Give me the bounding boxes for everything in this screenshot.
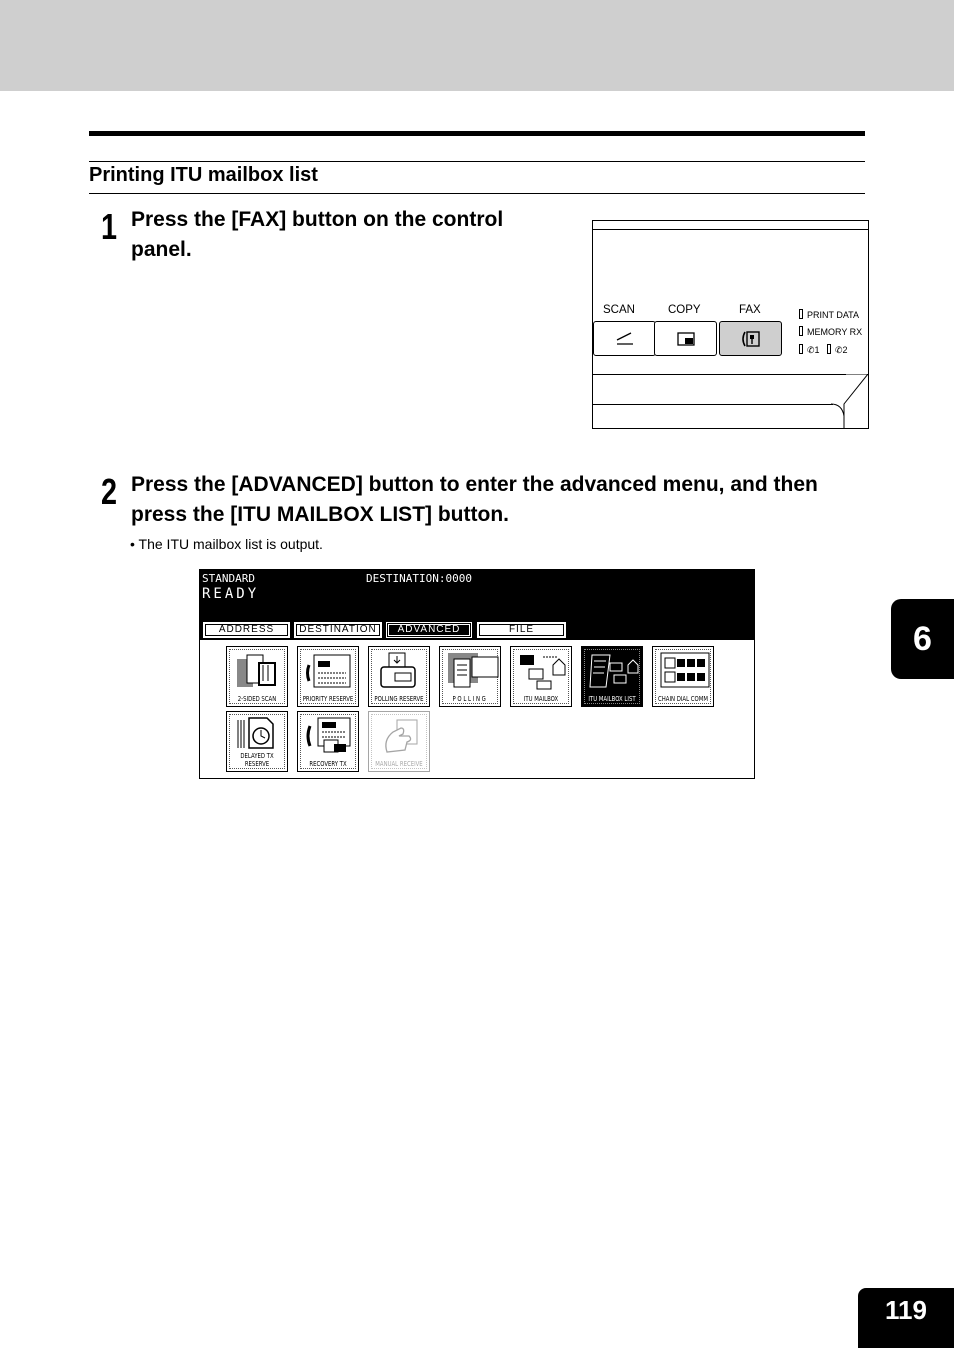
step-text-line: panel. bbox=[131, 238, 192, 261]
polling-reserve-icon bbox=[375, 651, 425, 693]
two-sided-scan-icon bbox=[233, 651, 283, 693]
button-label: MANUAL RECEIVE bbox=[375, 760, 423, 768]
button-label: RESERVE bbox=[244, 760, 270, 768]
line-2-led bbox=[827, 344, 831, 354]
button-label: ITU MAILBOX LIST bbox=[588, 695, 636, 703]
button-label: PRIORITY RESERVE bbox=[302, 695, 354, 703]
itu-mailbox-icon bbox=[517, 651, 567, 693]
recovery-tx-button[interactable] bbox=[297, 711, 359, 772]
polling-button[interactable] bbox=[439, 646, 501, 707]
mode-text: STANDARD bbox=[202, 572, 255, 585]
copy-button[interactable] bbox=[654, 321, 717, 356]
delayed-tx-icon bbox=[233, 716, 283, 752]
header-band bbox=[0, 0, 954, 91]
fax-label: FAX bbox=[739, 304, 761, 316]
manual-receive-icon bbox=[375, 716, 425, 758]
tab-file[interactable] bbox=[477, 622, 566, 638]
itu-mailbox-button[interactable] bbox=[510, 646, 572, 707]
tab-label: DESTINATION bbox=[296, 624, 380, 636]
fax-button[interactable] bbox=[719, 321, 782, 356]
manual-receive-button[interactable] bbox=[368, 711, 430, 772]
priority-reserve-button[interactable] bbox=[297, 646, 359, 707]
button-label: RECOVERY TX bbox=[309, 760, 347, 768]
bullet-note: • The ITU mailbox list is output. bbox=[130, 536, 323, 552]
step-text-line: Press the [ADVANCED] button to enter the advanced menu, and then bbox=[131, 473, 818, 496]
status-text: READY bbox=[202, 586, 260, 602]
page-number: 119 bbox=[858, 1288, 954, 1348]
print-data-label: PRINT DATA bbox=[807, 310, 860, 320]
fax-icon bbox=[739, 329, 763, 349]
step-1-text bbox=[131, 205, 503, 265]
polling-reserve-button[interactable] bbox=[368, 646, 430, 707]
memory-rx-label: MEMORY RX bbox=[807, 327, 863, 337]
tab-label: ADVANCED bbox=[388, 624, 470, 636]
scan-label: SCAN bbox=[603, 304, 635, 316]
tab-advanced[interactable] bbox=[386, 622, 472, 638]
button-label: 2-SIDED SCAN bbox=[237, 695, 277, 703]
chapter-tab: 6 bbox=[891, 599, 954, 679]
step-text-line: press the [ITU MAILBOX LIST] button. bbox=[131, 503, 509, 526]
two-sided-scan-button[interactable] bbox=[226, 646, 288, 707]
line-1-label: ✆1 bbox=[807, 345, 820, 355]
scan-button[interactable] bbox=[593, 321, 656, 356]
line-1-led bbox=[799, 344, 803, 354]
step-number: 2 bbox=[101, 471, 118, 512]
itu-mailbox-list-button[interactable] bbox=[581, 646, 643, 707]
memory-rx-led bbox=[799, 326, 803, 336]
chain-dial-comm-button[interactable] bbox=[652, 646, 714, 707]
chain-dial-icon bbox=[659, 651, 711, 693]
destination-text: DESTINATION:0000 bbox=[366, 572, 472, 585]
tab-address[interactable] bbox=[203, 622, 290, 638]
button-label: DELAYED TX bbox=[240, 752, 274, 760]
polling-icon bbox=[446, 651, 502, 693]
section-title: Printing ITU mailbox list bbox=[89, 164, 318, 186]
touch-screen-figure bbox=[199, 569, 755, 779]
step-number: 1 bbox=[101, 206, 118, 247]
step-2-text bbox=[131, 470, 818, 530]
delayed-tx-reserve-button[interactable] bbox=[226, 711, 288, 772]
button-label: CHAIN DIAL COMM bbox=[658, 695, 708, 703]
tab-label: ADDRESS bbox=[205, 624, 288, 636]
tab-destination[interactable] bbox=[294, 622, 382, 638]
section-rule bbox=[89, 131, 865, 136]
line-2-number: 2 bbox=[842, 345, 848, 355]
button-label: POLLING bbox=[452, 695, 488, 703]
line-1-number: 1 bbox=[814, 345, 820, 355]
divider bbox=[89, 193, 865, 194]
button-label: POLLING RESERVE bbox=[374, 695, 424, 703]
copy-label: COPY bbox=[668, 304, 701, 316]
priority-reserve-icon bbox=[304, 651, 354, 693]
recovery-tx-icon bbox=[304, 716, 354, 758]
copy-icon bbox=[675, 331, 697, 347]
line-2-label: ✆2 bbox=[835, 345, 848, 355]
button-label: ITU MAILBOX bbox=[523, 695, 559, 703]
control-panel-figure bbox=[592, 220, 869, 429]
scan-icon bbox=[614, 331, 636, 347]
step-text-line: Press the [FAX] button on the control bbox=[131, 208, 504, 231]
panel-edge-shape bbox=[831, 374, 869, 429]
tab-label: FILE bbox=[479, 624, 564, 636]
print-data-led bbox=[799, 309, 803, 319]
divider bbox=[89, 161, 865, 162]
itu-mailbox-list-icon bbox=[588, 651, 640, 693]
